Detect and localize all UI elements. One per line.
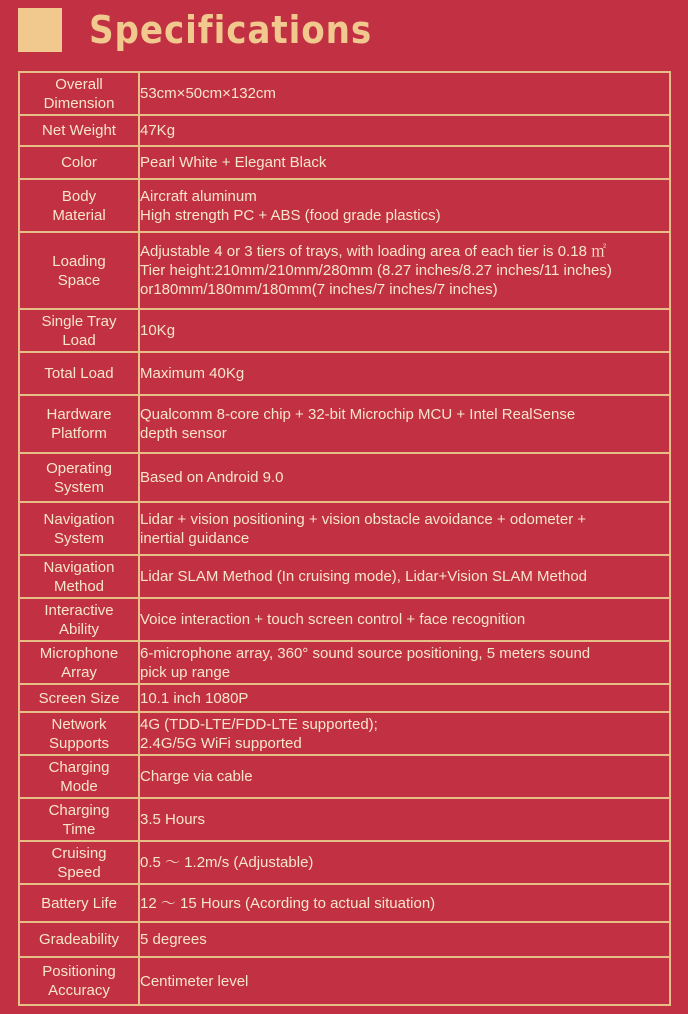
page-title: Specifications <box>89 8 373 52</box>
spec-label <box>19 72 139 115</box>
spec-value-line: Aircraft aluminum <box>140 187 257 205</box>
spec-label <box>19 352 139 395</box>
spec-label-line: Gradeability <box>38 931 120 948</box>
spec-row <box>19 146 670 179</box>
specifications-table-body <box>19 72 670 1005</box>
spec-label-line: Battery Life <box>41 894 117 912</box>
spec-label <box>19 841 139 884</box>
spec-value <box>139 179 670 232</box>
spec-value <box>139 684 670 712</box>
spec-label-line: Screen Size <box>38 689 120 707</box>
spec-label-line: Navigation <box>43 558 115 576</box>
spec-value-line: Lidar + vision positioning + vision obstacle avoidance + odometer + <box>140 510 587 528</box>
spec-value <box>139 395 670 453</box>
spec-label-line: Charging <box>48 801 110 819</box>
spec-label-line: Material <box>52 206 106 224</box>
spec-row <box>19 395 670 453</box>
title-square-decoration <box>18 8 62 52</box>
spec-value <box>139 352 670 395</box>
spec-label-line: System <box>53 529 104 547</box>
spec-label-line: Dimension <box>43 94 115 112</box>
spec-value-line: Maximum 40Kg <box>140 365 245 382</box>
spec-row <box>19 232 670 309</box>
spec-label <box>19 453 139 502</box>
spec-row <box>19 352 670 395</box>
spec-label-line: Interactive <box>44 601 114 619</box>
spec-label-line: Space <box>57 271 101 289</box>
spec-value-line: Pearl White + Elegant Black <box>140 154 327 171</box>
spec-label <box>19 957 139 1005</box>
spec-value-line: 10Kg <box>140 322 176 339</box>
spec-value <box>139 309 670 352</box>
spec-label-line: Ability <box>58 620 99 638</box>
spec-row <box>19 72 670 115</box>
spec-value-line: inertial guidance <box>140 529 250 547</box>
spec-label <box>19 115 139 146</box>
spec-value-line: Centimeter level <box>140 972 249 990</box>
spec-label-line: Supports <box>48 734 110 752</box>
specifications-table <box>18 71 671 1006</box>
spec-row <box>19 841 670 884</box>
spec-value <box>139 841 670 884</box>
spec-value <box>139 115 670 146</box>
spec-label <box>19 598 139 641</box>
spec-row <box>19 798 670 841</box>
spec-value-line: 47Kg <box>140 122 176 139</box>
spec-row <box>19 922 670 957</box>
spec-row <box>19 115 670 146</box>
spec-row <box>19 502 670 555</box>
spec-value-line: 6-microphone array, 360° sound source positioning, 5 meters sound <box>140 644 591 662</box>
spec-label <box>19 798 139 841</box>
spec-value-line: pick up range <box>140 663 231 681</box>
spec-label-line: Single Tray <box>41 312 117 330</box>
spec-label-line: Net Weight <box>42 122 116 139</box>
spec-row <box>19 641 670 684</box>
spec-label <box>19 555 139 598</box>
spec-label-line: Speed <box>57 863 101 881</box>
spec-value-line: Lidar SLAM Method (In cruising mode), Lidar+Vision SLAM Method <box>140 568 588 585</box>
spec-label-line: Method <box>53 577 105 595</box>
spec-label-line: Array <box>61 663 97 681</box>
spec-value <box>139 502 670 555</box>
spec-value-line: 10.1 inch 1080P <box>140 689 249 707</box>
spec-value <box>139 453 670 502</box>
spec-label <box>19 712 139 755</box>
spec-label <box>19 884 139 922</box>
spec-row <box>19 755 670 798</box>
spec-label <box>19 641 139 684</box>
spec-row <box>19 598 670 641</box>
spec-value <box>139 641 670 684</box>
spec-label <box>19 309 139 352</box>
spec-label <box>19 179 139 232</box>
spec-value-line: or180mm/180mm/180mm(7 inches/7 inches/7 inches) <box>140 281 498 298</box>
spec-label <box>19 502 139 555</box>
spec-row <box>19 309 670 352</box>
spec-label-line: Charging <box>48 758 110 776</box>
spec-value-line: Voice interaction + touch screen control + face recognition <box>140 611 526 628</box>
spec-value <box>139 922 670 957</box>
spec-label-line: Loading <box>52 252 106 270</box>
spec-label-line: Load <box>62 331 96 349</box>
spec-label-line: Color <box>61 154 97 171</box>
spec-row <box>19 179 670 232</box>
spec-label-line: Platform <box>51 425 107 442</box>
spec-value-line: Based on Android 9.0 <box>140 469 284 486</box>
spec-value <box>139 146 670 179</box>
spec-label <box>19 395 139 453</box>
spec-value <box>139 72 670 115</box>
spec-value <box>139 957 670 1005</box>
spec-value-line: Adjustable 4 or 3 tiers of trays, with loading area of each tier is 0.18 ㎡ <box>140 243 607 260</box>
spec-row <box>19 684 670 712</box>
spec-value-line: 53cm×50cm×132cm <box>140 85 276 102</box>
spec-value-line: depth sensor <box>140 425 227 442</box>
spec-label-line: Mode <box>60 777 98 795</box>
spec-value <box>139 798 670 841</box>
spec-value-line: 5 degrees <box>140 931 207 948</box>
spec-label-line: Hardware <box>46 406 112 423</box>
spec-label-line: Operating <box>46 459 112 477</box>
spec-label-line: Microphone <box>39 644 119 662</box>
spec-label-line: Total Load <box>44 365 114 382</box>
spec-value-line: 4G (TDD-LTE/FDD-LTE supported); <box>140 715 378 733</box>
spec-value-line: 2.4G/5G WiFi supported <box>140 734 302 752</box>
spec-value-line: Tier height:210mm/210mm/280mm (8.27 inches/8.27 inches/11 inches) <box>140 262 612 279</box>
spec-label-line: Positioning <box>42 963 116 980</box>
spec-label <box>19 684 139 712</box>
spec-label <box>19 232 139 309</box>
spec-value <box>139 232 670 309</box>
spec-value-line: Charge via cable <box>140 768 253 785</box>
spec-value <box>139 555 670 598</box>
spec-row <box>19 453 670 502</box>
page-header <box>18 8 404 52</box>
spec-row <box>19 884 670 922</box>
spec-label <box>19 755 139 798</box>
spec-label-line: Overall <box>55 75 103 93</box>
spec-value-line: 3.5 Hours <box>140 811 206 828</box>
spec-label-line: Navigation <box>43 510 115 528</box>
spec-row <box>19 555 670 598</box>
spec-value-line: 12 ～ 15 Hours (Acording to actual situation) <box>140 894 436 912</box>
spec-row <box>19 712 670 755</box>
spec-label-line: Time <box>62 820 96 838</box>
spec-label <box>19 146 139 179</box>
spec-value <box>139 755 670 798</box>
spec-label-line: Accuracy <box>48 982 110 999</box>
spec-label <box>19 922 139 957</box>
spec-value-line: 0.5 ～ 1.2m/s (Adjustable) <box>140 854 314 871</box>
spec-label-line: Cruising <box>51 844 107 862</box>
spec-value <box>139 884 670 922</box>
spec-row <box>19 957 670 1005</box>
spec-label-line: System <box>53 478 104 496</box>
spec-value <box>139 712 670 755</box>
spec-label-line: Body <box>61 187 97 205</box>
spec-label-line: Network <box>51 715 107 733</box>
spec-value <box>139 598 670 641</box>
spec-value-line: High strength PC + ABS (food grade plastics) <box>140 206 441 224</box>
spec-value-line: Qualcomm 8-core chip + 32-bit Microchip MCU + Intel RealSense <box>140 406 576 423</box>
